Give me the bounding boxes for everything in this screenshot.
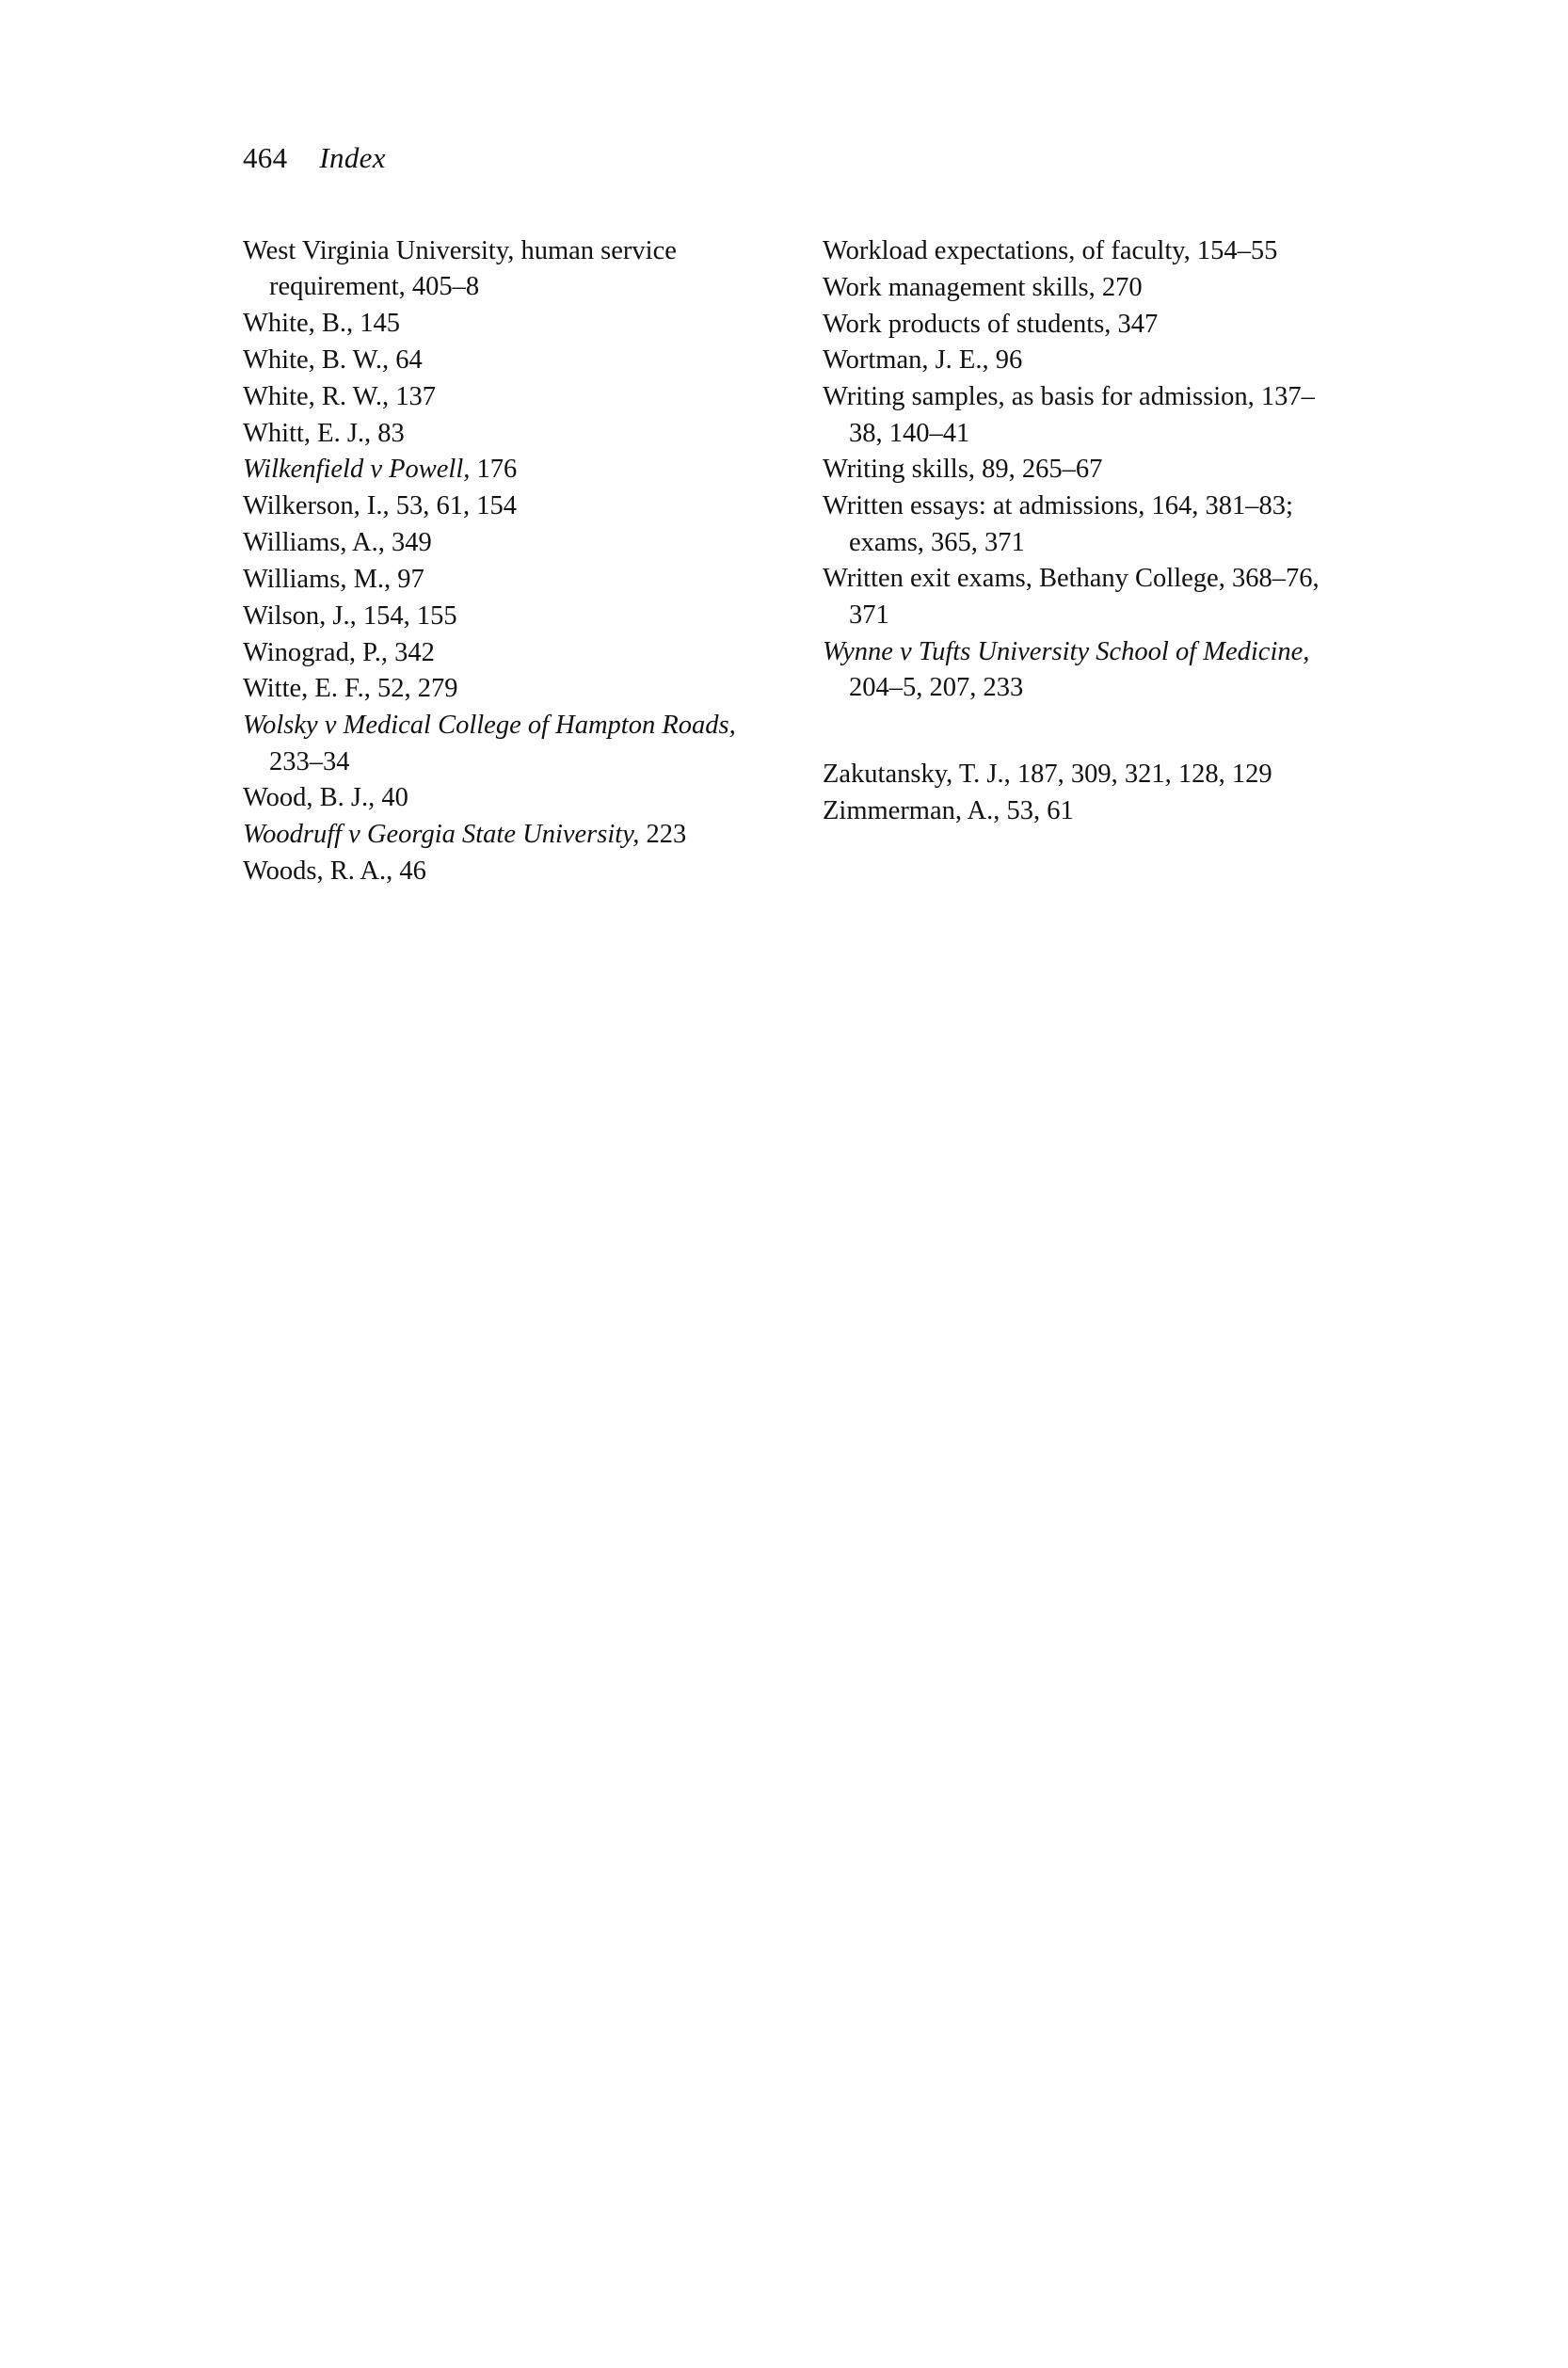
entry-text: White, R. W., 137 bbox=[243, 381, 437, 411]
entry-text: Witte, E. F., 52, 279 bbox=[243, 674, 458, 704]
entry-text: 204–5, 207, 233 bbox=[849, 672, 1024, 702]
entry-text: White, B. W., 64 bbox=[243, 344, 423, 375]
index-entry bbox=[823, 307, 1335, 343]
entry-text: Wilkerson, I., 53, 61, 154 bbox=[243, 491, 517, 521]
index-entry bbox=[823, 233, 1335, 269]
index-entry bbox=[243, 416, 755, 452]
index-entry bbox=[243, 854, 755, 889]
index-entry bbox=[823, 757, 1335, 792]
page-title: Index bbox=[319, 141, 386, 174]
index-column-right bbox=[823, 233, 1335, 890]
entry-text: 233–34 bbox=[269, 746, 350, 776]
entry-text: Zakutansky, T. J., 187, 309, 321, 128, 129 bbox=[823, 760, 1272, 790]
entry-text: Written essays: at admissions, 164, 381–83; exams, 365, 371 bbox=[823, 491, 1293, 557]
index-entry bbox=[823, 634, 1335, 707]
entry-text: Whitt, E. J., 83 bbox=[243, 418, 405, 448]
entry-text: Workload expectations, of faculty, 154–55 bbox=[823, 236, 1278, 265]
index-entry bbox=[243, 233, 755, 306]
index-entry bbox=[243, 635, 755, 671]
index-entry bbox=[823, 452, 1335, 488]
entry-title-italic: Wynne v Tufts University School of Medicine, bbox=[823, 636, 1310, 666]
index-entry bbox=[243, 671, 755, 707]
entry-text: White, B., 145 bbox=[243, 309, 401, 339]
page-number: 464 bbox=[243, 141, 288, 174]
entry-text: Wilson, J., 154, 155 bbox=[243, 600, 457, 631]
page-header bbox=[243, 141, 386, 175]
entry-text: Zimmerman, A., 53, 61 bbox=[823, 796, 1074, 826]
index-entry bbox=[243, 343, 755, 378]
entry-text: Writing samples, as basis for admission, 137–38, 140–41 bbox=[823, 382, 1315, 448]
index-entry bbox=[243, 306, 755, 342]
index-entry bbox=[243, 708, 755, 780]
entry-title-italic: Wilkenfield v Powell, bbox=[243, 455, 471, 485]
entry-text: Winograd, P., 342 bbox=[243, 637, 435, 667]
index-entry bbox=[823, 793, 1335, 829]
entry-text: Williams, M., 97 bbox=[243, 564, 424, 594]
entry-text: Writing skills, 89, 265–67 bbox=[823, 455, 1103, 485]
index-entry bbox=[243, 452, 755, 488]
index-columns bbox=[243, 233, 1335, 890]
index-entry bbox=[243, 488, 755, 524]
entry-text: Wortman, J. E., 96 bbox=[823, 345, 1023, 376]
entry-text: West Virginia University, human service requirement, 405–8 bbox=[243, 236, 677, 302]
index-entry bbox=[243, 599, 755, 634]
index-entry bbox=[243, 525, 755, 561]
index-entry bbox=[243, 817, 755, 853]
index-entry bbox=[243, 562, 755, 598]
entry-text: Work products of students, 347 bbox=[823, 309, 1159, 339]
index-entry bbox=[823, 488, 1335, 561]
index-entry bbox=[823, 561, 1335, 633]
index-entry bbox=[823, 379, 1335, 452]
entry-text: Woods, R. A., 46 bbox=[243, 856, 426, 887]
entry-text: Work management skills, 270 bbox=[823, 272, 1143, 302]
entry-text: Wood, B. J., 40 bbox=[243, 783, 408, 813]
entry-text: Williams, A., 349 bbox=[243, 528, 432, 558]
entry-text: Written exit exams, Bethany College, 368–76, 371 bbox=[823, 564, 1320, 630]
index-entry bbox=[243, 780, 755, 816]
entry-text: 223 bbox=[639, 820, 687, 850]
index-entry bbox=[823, 343, 1335, 378]
entry-title-italic: Wolsky v Medical College of Hampton Roads, bbox=[243, 711, 736, 741]
index-entry bbox=[823, 270, 1335, 306]
index-entry bbox=[243, 379, 755, 415]
index-column-left bbox=[243, 233, 755, 890]
entry-text: 176 bbox=[470, 455, 518, 485]
entry-title-italic: Woodruff v Georgia State University, bbox=[243, 820, 640, 850]
